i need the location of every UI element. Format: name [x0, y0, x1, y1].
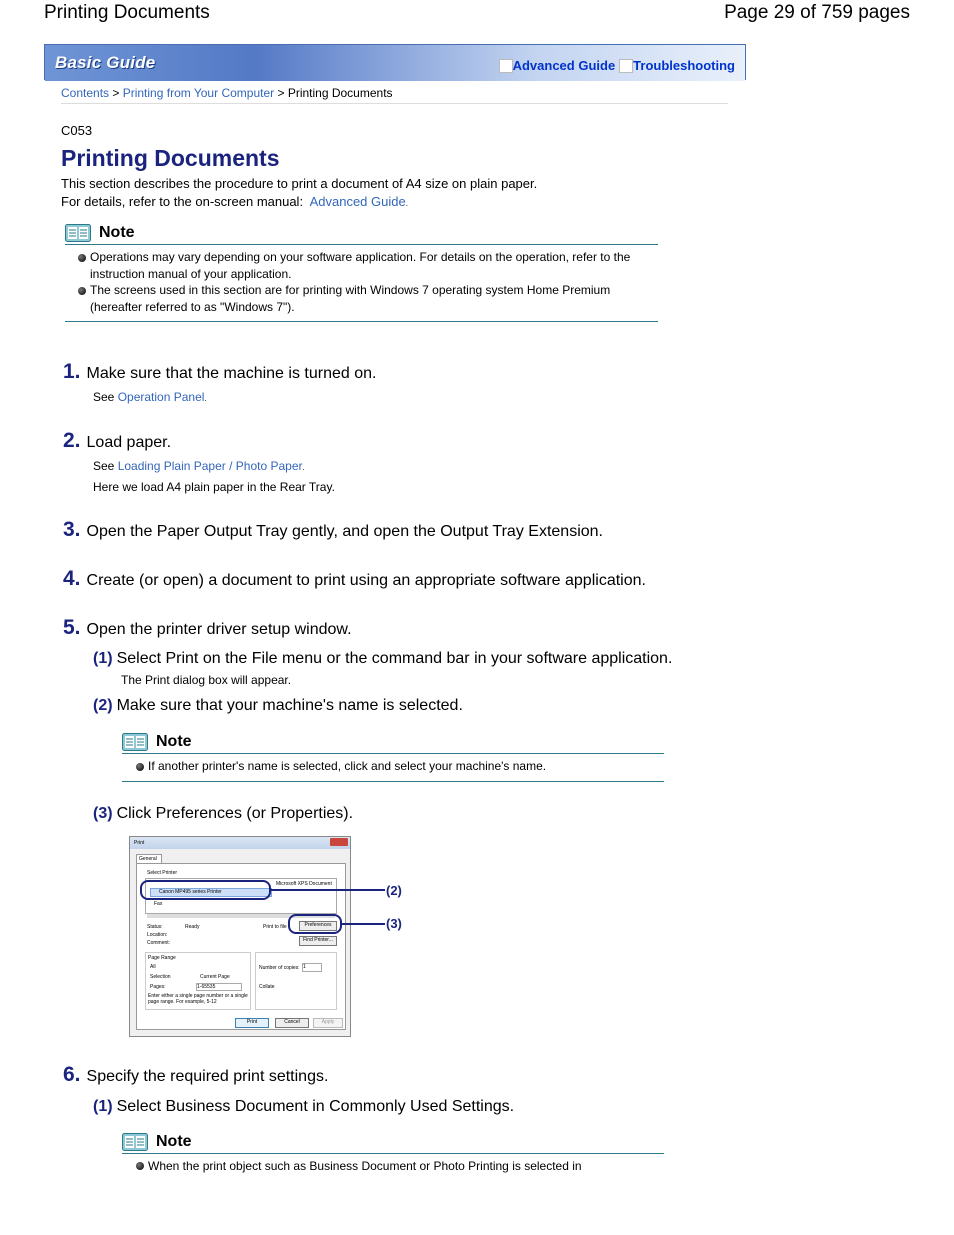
doc-code: C053: [61, 123, 93, 138]
step-2-see: See Loading Plain Paper / Photo Paper.: [93, 459, 305, 473]
intro-line-1: This section describes the procedure to print a document of A4 size on plain paper.: [61, 176, 538, 191]
step-4: 4. Create (or open) a document to print using an appropriate software application.: [63, 567, 646, 590]
book-icon: [122, 733, 148, 751]
page-indicator: Page 29 of 759 pages: [724, 2, 910, 23]
note-label: Note: [156, 733, 192, 750]
breadcrumb: Contents > Printing from Your Computer > Printing Documents: [61, 86, 393, 100]
guide-links: [495, 58, 735, 73]
advanced-guide-icon: [499, 59, 513, 73]
advanced-guide-link[interactable]: Advanced Guide: [512, 58, 616, 73]
find-printer-button[interactable]: Find Printer...: [299, 936, 337, 946]
print-button[interactable]: Print: [235, 1018, 269, 1028]
note-item: When the print object such as Business Document or Photo Printing is selected in: [134, 1158, 664, 1174]
apply-button[interactable]: Apply: [313, 1018, 343, 1028]
step-1-see: See Operation Panel.: [93, 390, 207, 404]
preferences-button[interactable]: Preferences: [299, 921, 337, 931]
step-2-extra: Here we load A4 plain paper in the Rear Tray.: [93, 480, 335, 494]
operation-panel-link[interactable]: Operation Panel: [117, 390, 205, 404]
substep-5-1: (1) Select Print on the File menu or the command bar in your software application.: [93, 650, 673, 667]
copies-input[interactable]: 1: [302, 963, 322, 972]
step-3: 3. Open the Paper Output Tray gently, and open the Output Tray Extension.: [63, 518, 603, 541]
page-title: Printing Documents: [61, 145, 280, 171]
page-range-group: Page Range All Selection Current Page Pages: 1-65535 Enter either a single page number or a single page range. For example, 5-12: [145, 952, 251, 1010]
note-label: Note: [99, 224, 135, 241]
substep-5-2: (2) Make sure that your machine's name is selected.: [93, 697, 463, 714]
book-icon: [65, 224, 91, 242]
printer-list: Canon MP495 series Printer Microsoft XPS Document Fax: [145, 878, 337, 914]
note-box: [122, 733, 664, 782]
bullet-icon: [136, 1162, 144, 1170]
substep-5-1-detail: The Print dialog box will appear.: [121, 673, 292, 687]
copies-group: Number of copies: 1 Collate: [255, 952, 337, 1010]
breadcrumb-contents[interactable]: Contents: [61, 86, 110, 100]
step-5: 5. Open the printer driver setup window.: [63, 616, 352, 639]
header-title: Printing Documents: [44, 2, 210, 23]
troubleshooting-icon: [619, 59, 633, 73]
tab-general: General: [136, 854, 162, 863]
callout-lines: [129, 836, 389, 936]
breadcrumb-printing-from-computer[interactable]: Printing from Your Computer: [122, 86, 275, 100]
callout-3: (3): [386, 916, 402, 931]
note-item: Operations may vary depending on your software application. For details on the operation, refer to the instruction manual of your application.: [76, 249, 658, 282]
advanced-guide-inline-link[interactable]: Advanced Guide: [309, 194, 406, 209]
callout-2: (2): [386, 883, 402, 898]
substep-6-1: (1) Select Business Document in Commonly Used Settings.: [93, 1098, 515, 1115]
book-icon: [122, 1133, 148, 1151]
step-6: 6. Specify the required print settings.: [63, 1063, 329, 1086]
note-label: Note: [156, 1133, 192, 1150]
note-box: [122, 1133, 664, 1174]
note-box: [65, 224, 658, 322]
step-1: 1. Make sure that the machine is turned on.: [63, 360, 377, 383]
print-dialog-screenshot: Print General Select Printer Canon MP495 series Printer Microsoft XPS Document Fax Status: Ready Location: Comment: Print to file Preferences Find Printer... Page Range All Selection Current Page Pages: 1-65535 Enter either a single page number or a single page range. For example, 5-12 Number of copies: 1 Collate Print Cancel Apply: [129, 836, 351, 1037]
step-2: 2. Load paper.: [63, 429, 172, 452]
note-item: If another printer's name is selected, click and select your machine's name.: [134, 758, 664, 775]
printer-selected: Canon MP495 series Printer: [150, 888, 272, 897]
dialog-titlebar: Print: [130, 837, 350, 849]
intro: [61, 175, 537, 213]
loading-paper-link[interactable]: Loading Plain Paper / Photo Paper: [117, 459, 303, 473]
note-item: The screens used in this section are for printing with Windows 7 operating system Home Premium (hereafter referred to as "Windows 7").: [76, 282, 658, 315]
guide-bar: [44, 44, 746, 80]
troubleshooting-link[interactable]: Troubleshooting: [633, 58, 735, 73]
pages-input[interactable]: 1-65535: [196, 983, 242, 991]
intro-line-2: For details, refer to the on-screen manual: Advanced Guide.: [61, 194, 408, 209]
basic-guide-logo[interactable]: Basic Guide: [55, 53, 156, 72]
substep-5-3: (3) Click Preferences (or Properties).: [93, 805, 354, 822]
breadcrumb-current: Printing Documents: [287, 86, 393, 100]
cancel-button[interactable]: Cancel: [275, 1018, 309, 1028]
divider: [61, 103, 728, 104]
